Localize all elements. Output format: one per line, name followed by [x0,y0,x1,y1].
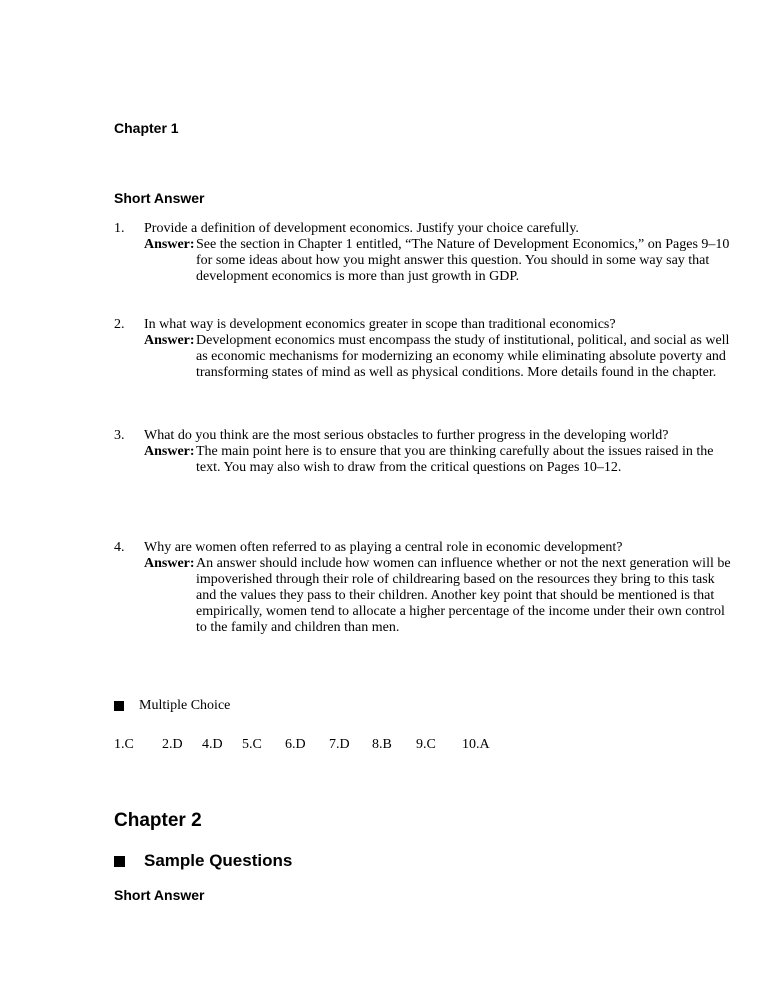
sample-questions-heading [114,851,292,871]
answer-text: Development economics must encompass the study of institutional, political, and social as well as economic mechanisms for modernizing an economy while eliminating absolute poverty and transforming states of mind as well as physical conditions. More details found in the chapter. [196,333,730,380]
short-answer-heading: Short Answer [114,190,205,206]
mc-answer: 2.D [162,737,183,752]
chapter-1-title: Chapter 1 [114,120,179,136]
answer-label: Answer: [144,556,195,571]
sample-questions-label: Sample Questions [144,851,293,870]
chapter-2-short-answer-heading: Short Answer [114,887,205,903]
question-4 [114,540,734,636]
question-text: In what way is development economics greater in scope than traditional economics? [144,317,616,332]
mc-answer: 7.D [329,737,350,752]
square-bullet-icon [114,856,125,867]
question-number: 2. [114,317,125,332]
mc-answer: 1.C [114,737,134,752]
question-3 [114,428,734,476]
answer-label: Answer: [144,444,195,459]
question-text: Why are women often referred to as playing a central role in economic development? [144,540,623,555]
mc-answer: 8.B [372,737,392,752]
answer-text: See the section in Chapter 1 entitled, “The Nature of Development Economics,” on Pages 9–10 for some ideas about how you might answer this question. You should in some way say that development economics is more than just growth in GDP. [196,237,730,284]
question-2 [114,317,734,381]
mc-answer: 5.C [242,737,262,752]
question-number: 4. [114,540,125,555]
chapter-2-title: Chapter 2 [114,810,202,831]
question-text: What do you think are the most serious obstacles to further progress in the developing world? [144,428,669,443]
answer-text: The main point here is to ensure that you are thinking carefully about the issues raised in the text. You may also wish to draw from the critical questions on Pages 10–12. [196,444,714,475]
question-number: 1. [114,221,125,236]
multiple-choice-label: Multiple Choice [139,698,231,713]
answer-label: Answer: [144,237,195,252]
question-text: Provide a definition of development economics. Justify your choice carefully. [144,221,579,236]
mc-answer: 6.D [285,737,306,752]
mc-answer: 4.D [202,737,223,752]
multiple-choice-heading [114,698,230,714]
question-1 [114,221,734,285]
mc-answer: 9.C [416,737,436,752]
answer-text: An answer should include how women can influence whether or not the next generation will be impoverished through their role of childrearing based on the resources they bring to this task and the values they pass to their children. Another key point that should be mentioned is that empirically, women tend to allocate a higher percentage of the income under their own control to the family and children than men. [196,556,731,635]
square-bullet-icon [114,701,124,711]
answer-label: Answer: [144,333,195,348]
mc-answer: 10.A [462,737,490,752]
question-number: 3. [114,428,125,443]
